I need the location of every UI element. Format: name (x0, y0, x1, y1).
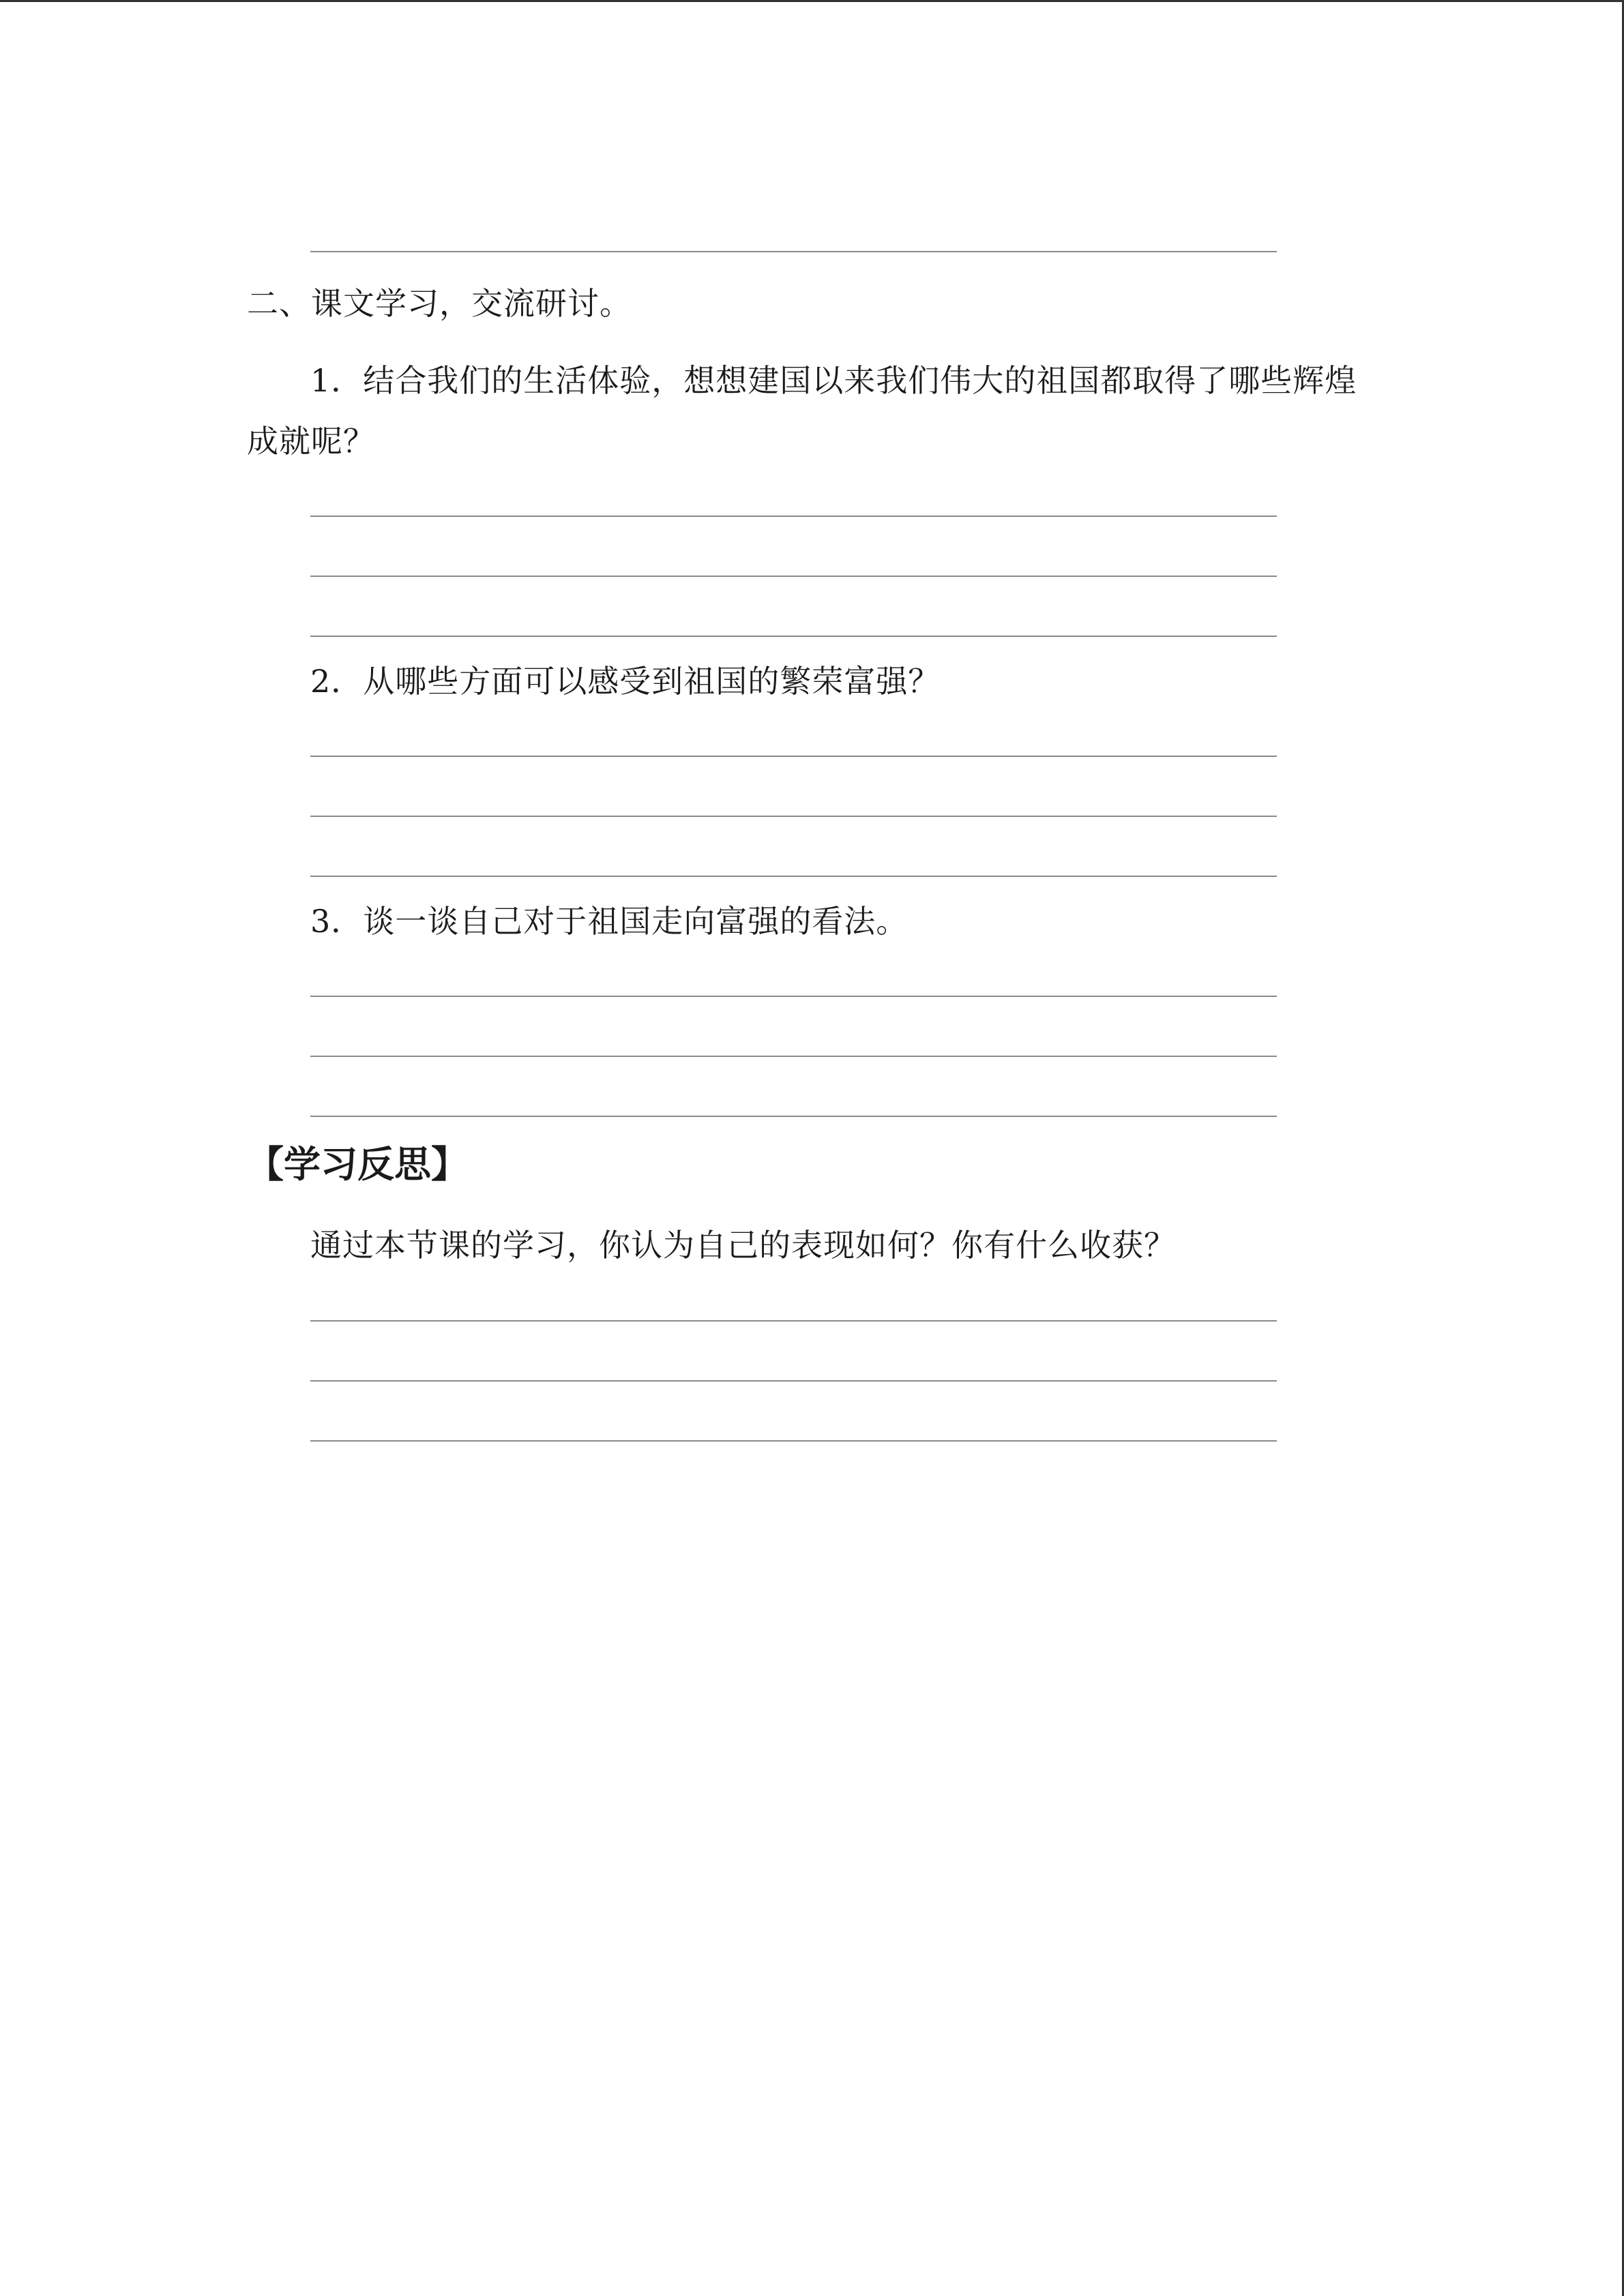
answer-line (310, 576, 1277, 577)
answer-line (310, 1116, 1277, 1117)
question-1-text-continued: 成就呢？ (247, 423, 375, 460)
reflection-prompt: 通过本节课的学习，你认为自己的表现如何？你有什么收获？ (310, 1227, 1176, 1264)
answer-line (310, 1380, 1277, 1382)
answer-line (310, 876, 1277, 877)
page-top-border (0, 0, 1624, 2)
reflection-heading: 【学习反思】 (247, 1143, 468, 1186)
answer-line (310, 1440, 1277, 1442)
section-heading-two: 二、课文学习，交流研讨。 (247, 285, 632, 322)
answer-line (310, 636, 1277, 637)
question-2-text: 2．从哪些方面可以感受到祖国的繁荣富强？ (310, 663, 941, 700)
question-3-text: 3．谈一谈自己对于祖国走向富强的看法。 (310, 903, 909, 940)
answer-line (310, 1320, 1277, 1322)
answer-line (310, 251, 1277, 252)
answer-line (310, 816, 1277, 817)
question-1-text: 1．结合我们的生活体验，想想建国以来我们伟大的祖国都取得了哪些辉煌 (310, 362, 1357, 399)
answer-line (310, 756, 1277, 757)
answer-line (310, 996, 1277, 997)
answer-line (310, 516, 1277, 517)
answer-line (310, 1056, 1277, 1057)
